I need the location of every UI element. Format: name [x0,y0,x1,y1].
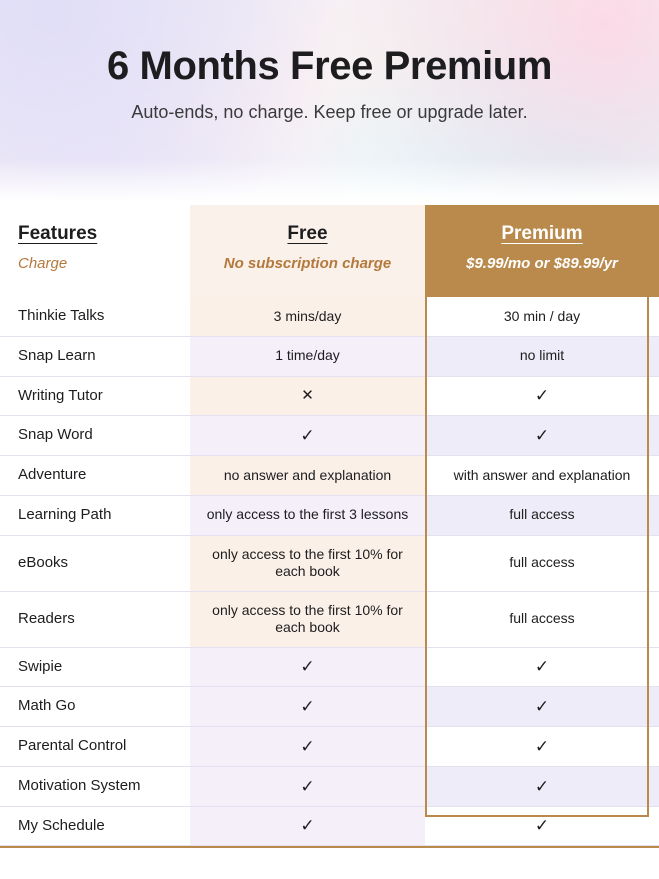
premium-value: no limit [425,336,659,376]
free-value: ✓ [190,687,425,727]
free-value: no answer and explanation [190,456,425,496]
bottom-divider [0,846,659,848]
table-row [0,727,659,767]
column-title-free: Free [287,223,328,244]
table-row [0,416,659,456]
free-value: ✓ [190,727,425,767]
table-row [0,591,659,647]
table-row [0,806,659,846]
feature-name: Adventure [0,456,190,496]
premium-value: ✓ [425,647,659,687]
page-header [0,0,659,205]
comparison-table-wrapper [0,205,659,846]
free-value: ✓ [190,416,425,456]
free-value: only access to the first 10% for each book [190,591,425,647]
premium-value: with answer and explanation [425,456,659,496]
header-cell-free [190,205,425,297]
premium-value: 30 min / day [425,297,659,336]
column-subtitle-free-charge: No subscription charge [223,255,392,272]
free-value: 3 mins/day [190,297,425,336]
feature-name: Swipie [0,647,190,687]
premium-value: ✓ [425,766,659,806]
table-row [0,495,659,535]
feature-name: Parental Control [0,727,190,767]
free-value: only access to the first 3 lessons [190,495,425,535]
column-subtitle-charge: Charge [18,255,68,272]
feature-name: eBooks [0,535,190,591]
free-value: ✓ [190,766,425,806]
comparison-table [0,205,659,846]
table-row [0,456,659,496]
table-row [0,766,659,806]
column-title-premium: Premium [501,223,583,244]
table-row [0,687,659,727]
feature-name: Math Go [0,687,190,727]
table-row [0,336,659,376]
column-title-features: Features [18,223,98,244]
feature-name: Motivation System [0,766,190,806]
free-value: 1 time/day [190,336,425,376]
premium-value: full access [425,495,659,535]
premium-value: ✓ [425,687,659,727]
feature-name: Writing Tutor [0,376,190,416]
feature-name: Learning Path [0,495,190,535]
free-value: only access to the first 10% for each book [190,535,425,591]
free-value: ✓ [190,806,425,846]
table-row [0,647,659,687]
feature-name: Readers [0,591,190,647]
feature-name: Thinkie Talks [0,297,190,336]
page-title: 6 Months Free Premium [106,44,553,88]
premium-value: ✓ [425,376,659,416]
page-subtitle: Auto-ends, no charge. Keep free or upgrade later. [131,102,528,122]
free-value: ✕ [190,376,425,416]
header-cell-features [0,205,190,297]
table-row [0,297,659,336]
feature-name: Snap Word [0,416,190,456]
premium-value: full access [425,591,659,647]
premium-value: ✓ [425,416,659,456]
table-body [0,297,659,846]
table-header-row [0,205,659,297]
premium-value: ✓ [425,727,659,767]
header-cell-premium [425,205,659,297]
feature-name: Snap Learn [0,336,190,376]
premium-value: full access [425,535,659,591]
feature-name: My Schedule [0,806,190,846]
column-subtitle-premium-price: $9.99/mo or $89.99/yr [466,255,618,272]
premium-value: ✓ [425,806,659,846]
table-row [0,376,659,416]
free-value: ✓ [190,647,425,687]
table-row [0,535,659,591]
